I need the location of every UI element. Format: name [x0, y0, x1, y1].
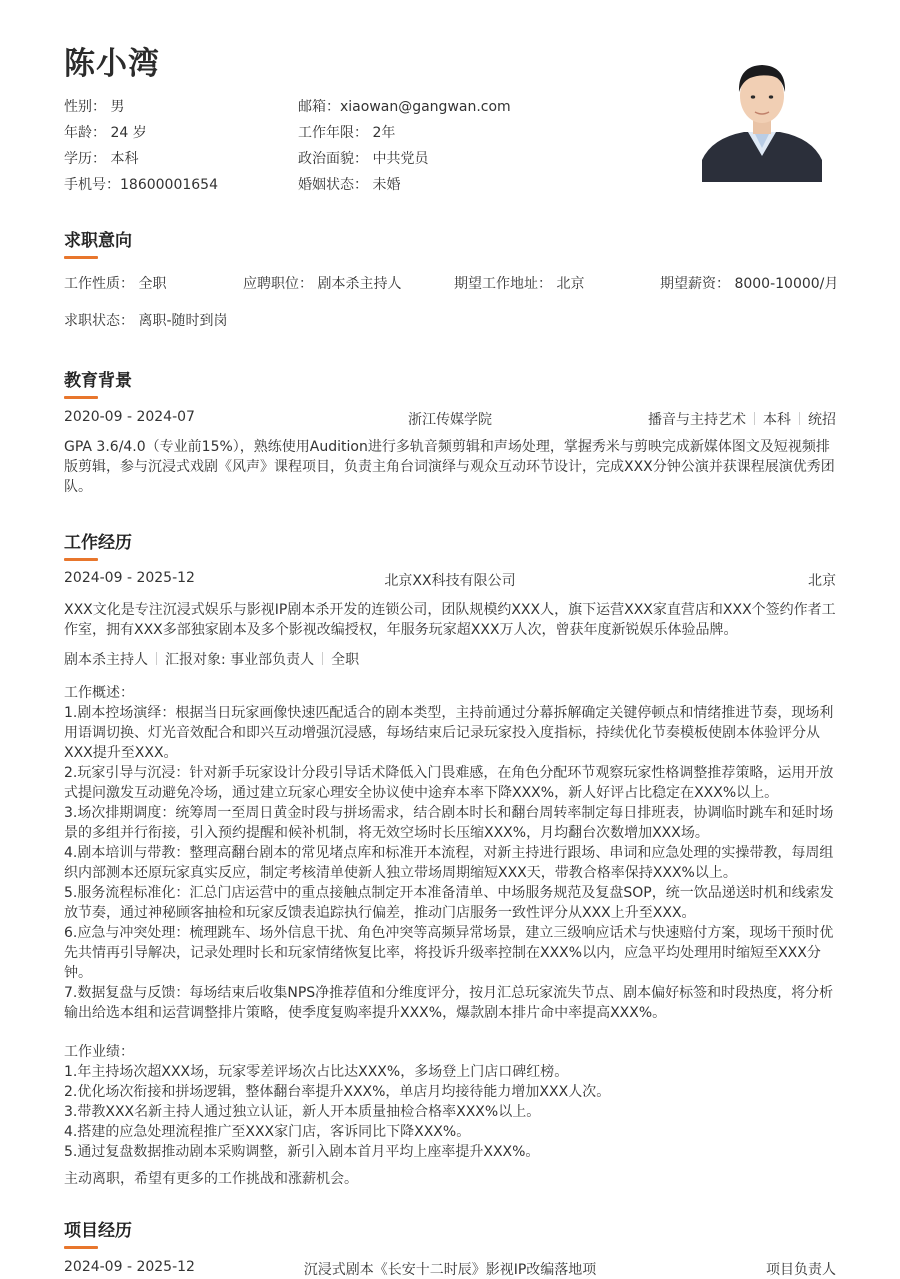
email: 邮箱：xiaowan@gangwan.com	[298, 99, 511, 115]
political-status: 政治面貌： 中共党员	[298, 151, 429, 167]
work-type: 全职	[331, 652, 360, 668]
education-school: 浙江传媒学院	[408, 412, 492, 428]
paragraph-line: 队。	[64, 479, 92, 495]
leave-reason: 主动离职，希望有更多的工作挑战和涨薪机会。	[64, 1171, 358, 1187]
phone: 手机号：18600001654	[64, 177, 218, 193]
work-report-to: 汇报对象: 事业部负责人	[165, 652, 315, 668]
education-major: 播音与主持艺术	[648, 412, 746, 428]
overview-line: 先共情再引导解决，记录处理时长和玩家情绪恢复比率，将投诉升级率控制在XXX%以内，应急平均处理用时缩短至XXX分	[64, 945, 821, 961]
candidate-name: 陈小湾	[64, 46, 160, 82]
overview-line: 1.剧本控场演绎：根据当日玩家画像快速匹配适合的剧本类型，主持前通过分幕拆解确定关键停顿点和情绪推进节奏，现场利	[64, 705, 834, 721]
overview-line: 7.数据复盘与反馈：每场结束后收集NPS净推荐值和分维度评分，按月汇总玩家流失节点、剧本偏好标签和时段热度，将分析	[64, 985, 834, 1001]
education-description	[64, 437, 839, 497]
divider	[754, 412, 755, 425]
project-name: 沉浸式剧本《长安十二时辰》影视IP改编落地项	[303, 1262, 597, 1278]
work-tags	[64, 649, 359, 669]
achievements-title: 工作业绩：	[64, 1044, 134, 1060]
education-degree: 本科	[763, 412, 791, 428]
gender: 性别： 男	[64, 99, 125, 115]
paragraph-line: 版剪辑，参与沉浸式戏剧《风声》课程项目，负责主角台词演绎与观众互动环节设计，完成XXX分钟公演并获课程展演优秀团	[64, 459, 835, 475]
work-period: 2024-09 - 2025-12	[64, 570, 195, 586]
overview-line: 输出给选本组和运营调整排片策略，使季度复购率提升XXX%，爆款剧本排片命中率提高XXX%。	[64, 1005, 667, 1021]
intent-salary: 期望薪资： 8000-10000/月	[660, 276, 839, 292]
project-period: 2024-09 - 2025-12	[64, 1259, 195, 1275]
paragraph-line: GPA 3.6/4.0（专业前15%），熟练使用Audition进行多轨音频剪辑和声场处理，掌握秀米与剪映完成新媒体图文及短视频排	[64, 439, 830, 455]
education-period: 2020-09 - 2024-07	[64, 409, 195, 425]
intent-location: 期望工作地址： 北京	[454, 276, 585, 292]
overview-line: 钟。	[64, 965, 92, 981]
intent-position: 应聘职位： 剧本杀主持人	[243, 276, 402, 292]
achievement-line: 4.搭建的应急处理流程推广至XXX家门店，客诉同比下降XXX%。	[64, 1124, 471, 1140]
education-tags	[536, 409, 836, 429]
overview-line: 6.应急与冲突处理：梳理跳车、场外信息干扰、角色冲突等高频异常场景，建立三级响应话术与快速赔付方案，现场干预时优	[64, 925, 834, 941]
work-company: 北京XX科技有限公司	[384, 573, 516, 589]
section-underline	[64, 558, 98, 561]
age: 年龄： 24 岁	[64, 125, 147, 141]
company-intro	[64, 600, 839, 640]
paragraph-line: XXX文化是专注沉浸式娱乐与影视IP剧本杀开发的连锁公司，团队规模约XXX人，旗下运营XXX家直营店和XXX个签约作者工	[64, 602, 836, 618]
overview-line: XXX提升至XXX。	[64, 745, 178, 761]
overview-line: 2.玩家引导与沉浸：针对新手玩家设计分段引导话术降低入门畏难感，在角色分配环节观察玩家性格调整推荐策略，运用开放	[64, 765, 834, 781]
section-title-intent: 求职意向	[64, 231, 132, 251]
work-overview	[64, 683, 839, 1023]
overview-line: 3.场次排期调度：统筹周一至周日黄金时段与拼场需求，结合剧本时长和翻台周转率制定每日排班表，协调临时跳车和延时场	[64, 805, 834, 821]
divider	[322, 652, 323, 665]
overview-line: 式提问激发互动避免冷场，通过建立玩家心理安全协议使中途弃本率下降XXX%，新人好评占比稳定在XXX%以上。	[64, 785, 779, 801]
marital-status: 婚姻状态： 未婚	[298, 177, 401, 193]
achievement-line: 1.年主持场次超XXX场，玩家零差评场次占比达XXX%，多场登上门店口碑红榜。	[64, 1064, 569, 1080]
work-years: 工作年限： 2年	[298, 125, 396, 141]
person-portrait-icon	[702, 52, 822, 182]
overview-line: 景的多组并行衔接，引入预约提醒和候补机制，将无效空场时长压缩XXX%，月均翻台次数增加XXX场。	[64, 825, 709, 841]
overview-line: 放节奏，通过神秘顾客抽检和玩家反馈表追踪执行偏差，推动门店服务一致性评分从XXX上升至XXX。	[64, 905, 696, 921]
profile-photo	[702, 52, 822, 182]
section-title-project: 项目经历	[64, 1221, 132, 1241]
work-achievements	[64, 1042, 839, 1162]
project-role: 项目负责人	[766, 1262, 836, 1278]
overview-line: 织内部测本还原玩家真实反应，制定考核清单使新人独立带场周期缩短XXX天，带教合格率保持XXX%以上。	[64, 865, 737, 881]
overview-title: 工作概述：	[64, 685, 134, 701]
intent-status: 求职状态： 离职-随时到岗	[64, 313, 228, 329]
divider	[156, 652, 157, 665]
work-city: 北京	[808, 573, 836, 589]
divider	[799, 412, 800, 425]
intent-job-type: 工作性质： 全职	[64, 276, 167, 292]
overview-line: 4.剧本培训与带教：整理高翻台剧本的常见堵点库和标准开本流程，对新主持进行跟场、串词和应急处理的实操带教，每周组	[64, 845, 834, 861]
section-underline	[64, 1246, 98, 1249]
section-underline	[64, 256, 98, 259]
achievement-line: 2.优化场次衔接和拼场逻辑，整体翻台率提升XXX%，单店月均接待能力增加XXX人次。	[64, 1084, 611, 1100]
achievement-line: 3.带教XXX名新主持人通过独立认证，新人开本质量抽检合格率XXX%以上。	[64, 1104, 541, 1120]
paragraph-line: 作室，拥有XXX多部独家剧本及多个影视改编授权，年服务玩家超XXX万人次，曾获年度新锐娱乐体验品牌。	[64, 622, 738, 638]
overview-line: 用语调切换、灯光音效配合和即兴互动增强沉浸感，每场结束后记录玩家投入度指标，持续优化节奏模板使剧本体验评分从	[64, 725, 820, 741]
education-level: 学历： 本科	[64, 151, 139, 167]
section-title-work: 工作经历	[64, 533, 132, 553]
education-enrollment: 统招	[808, 412, 836, 428]
overview-line: 5.服务流程标准化：汇总门店运营中的重点接触点制定开本准备清单、中场服务规范及复盘SOP，统一饮品递送时机和线索发	[64, 885, 834, 901]
achievement-line: 5.通过复盘数据推动剧本采购调整，新引入剧本首月平均上座率提升XXX%。	[64, 1144, 540, 1160]
work-role: 剧本杀主持人	[64, 652, 148, 668]
section-underline	[64, 396, 98, 399]
section-title-education: 教育背景	[64, 371, 132, 391]
